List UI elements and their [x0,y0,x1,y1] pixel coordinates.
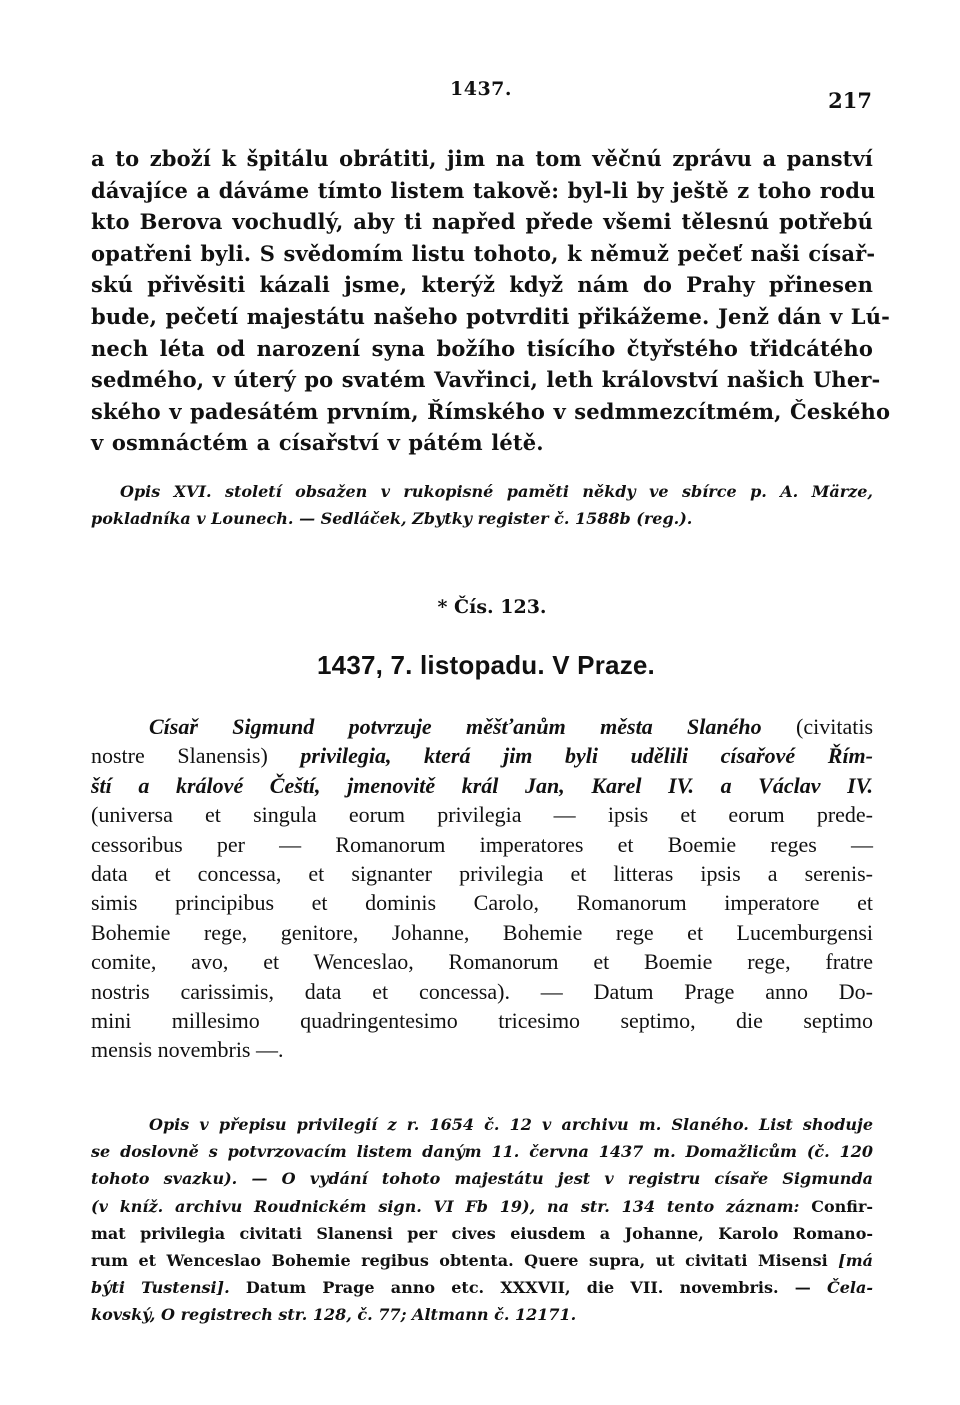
regest-line [91,712,873,741]
regest-line: (universa et singula eorum privilegia — ipsis et eorum prede- [91,802,873,828]
running-head-year: 1437. [450,78,512,100]
note-line: mat privilegia civitati Slanensi per cives eiusdem a Johanne, Karolo Romano- [91,1223,873,1243]
text-line: dávajíce a dáváme tímto listem takově: byl-li by ještě z toho rodu [91,177,876,203]
note-line: Opis XVI. století obsažen v rukopisné paměti někdy ve sbírce p. A. Märze, [120,482,873,501]
page-number: 217 [828,88,872,113]
note-italic: (v kníž. archivu Roudnickém sign. VI Fb 19), na str. 134 tento záznam: [91,1196,800,1216]
regest-roman: (civitatis [761,714,874,739]
regest-line: mensis novembris —. [91,1037,284,1063]
text-line: opatřeni byli. S svědomím listu tohoto, k němuž pečeť naši císař- [91,240,876,266]
regest-line: Bohemie rege, genitore, Johanne, Bohemie rege et Lucemburgensi [91,919,873,945]
text-line: kto Berova vochudlý, aby ti napřed přede všemi tělesnú potřebú [91,209,873,235]
note-line [91,1247,873,1274]
regest-line [91,771,873,800]
regest-italic: Císař Sigmund potvrzuje měšťanům města Slaného [149,714,762,739]
regest-italic: privilegia, která jim byli udělili císařové Řím- [300,743,873,769]
note-roman: Datum Prage anno etc. XXXVII, die VII. novembris. — [229,1278,828,1298]
note-roman: rum et Wenceslao Bohemie regibus obtenta. Quere supra, ut civitati Misensi [91,1251,839,1271]
text-line: nech léta od narození syna božího tisícího čtyřstého třidcátého [91,335,873,361]
document-number: * Čís. 123. [437,596,547,618]
running-head [90,78,872,113]
note-line: Opis v přepisu privilegií z r. 1654 č. 12 v archivu m. Slaného. List shoduje [149,1115,873,1134]
note-line: pokladníka v Lounech. — Sedláček, Zbytky register č. 1588b (reg.). [91,509,693,529]
source-note-2 [91,1111,873,1329]
text-line: sedmého, v úterý po svatém Vavřinci, leth království našich Uher- [91,367,881,393]
regest-line: simis principibus et dominis Carolo, Romanorum imperatore et [91,890,873,916]
regest-roman: nostre Slanensis) [91,743,301,769]
regest-line: mini millesimo quadringentesimo tricesimo septimo, die septimo [91,1008,873,1034]
text-line: a to zboží k špitálu obrátiti, jim na tom věčnú zprávu a panství [91,146,873,171]
text-line: v osmnáctém a císařství v pátém létě. [91,430,544,456]
source-note-1 [91,478,873,532]
note-roman: Confir- [799,1196,874,1216]
note-line [91,1274,873,1301]
text-line: ského v padesátém prvním, Římského v sedmmezcítmém, Českého [91,398,891,424]
regest-line: cessoribus per — Romanorum imperatores et Boemie reges — [91,831,873,857]
note-italic: býti Tustensi]. [91,1278,230,1298]
regest-line: nostris carissimis, data et concessa). — Datum Prage anno Do- [91,978,873,1004]
regest-paragraph [91,712,873,1065]
note-italic: Čela- [827,1278,874,1298]
document-heading: 1437, 7. listopadu. V Praze. [317,650,655,680]
text-line: bude, pečetí majestátu našeho potvrditi přikážeme. Jenž dán v Lú- [91,303,891,329]
regest-line: comite, avo, et Wenceslao, Romanorum et Boemie rege, fratre [91,949,873,975]
continuation-paragraph [91,143,891,459]
regest-line: data et concessa, et signanter privilegia et litteras ipsis a serenis- [91,861,873,887]
note-line: se doslovně s potvrzovacím listem daným 11. června 1437 m. Domažlicům (č. 120 [91,1142,873,1162]
note-line: tohoto svazku). — O vydání tohoto majestátu jest v registru císaře Sigmunda [91,1169,873,1189]
regest-line [91,741,873,770]
regest-italic: ští a králové Čeští, jmenovitě král Jan, Karel IV. a Václav IV. [91,772,873,798]
text-line: skú přivěsiti kázali jsme, kterýž když nám do Prahy přinesen [91,272,873,298]
note-italic: [má [838,1251,873,1271]
note-line: kovský, O registrech str. 128, č. 77; Altmann č. 12171. [91,1305,577,1325]
note-line [91,1193,873,1220]
